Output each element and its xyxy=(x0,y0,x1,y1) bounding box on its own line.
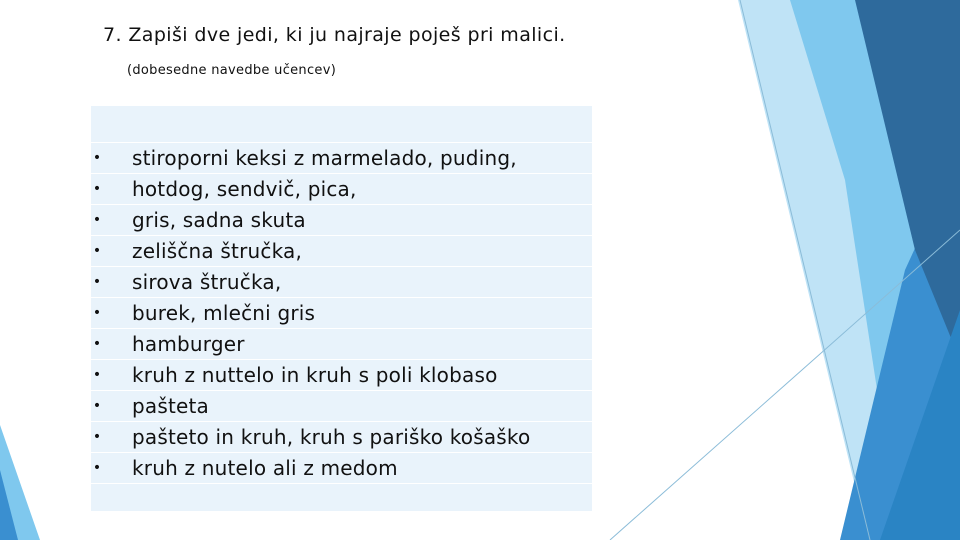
bullet: • xyxy=(92,305,102,321)
bullet: • xyxy=(92,367,102,383)
list-item-text: hamburger xyxy=(132,332,245,356)
list-item-text: hotdog, sendvič, pica, xyxy=(132,177,357,201)
bullet: • xyxy=(92,274,102,290)
list-item-text: sirova štručka, xyxy=(132,270,282,294)
list-item-text: gris, sadna skuta xyxy=(132,208,306,232)
bullet: • xyxy=(92,336,102,352)
bullet: • xyxy=(92,243,102,259)
bullet: • xyxy=(92,398,102,414)
slide-title: 7. Zapiši dve jedi, ki ju najraje poješ pri malici. xyxy=(103,24,566,46)
bullet: • xyxy=(92,429,102,445)
list-item-text: pašteta xyxy=(132,394,210,418)
list-item-text: zeliščna štručka, xyxy=(132,239,303,263)
bullet: • xyxy=(92,460,102,476)
list-item-text: stiroporni keksi z marmelado, puding, xyxy=(132,146,517,170)
list-item-text: kruh z nuttelo in kruh s poli klobaso xyxy=(132,363,498,387)
bullet: • xyxy=(92,181,102,197)
list-item-text: burek, mlečni gris xyxy=(132,301,316,325)
list-item-text: pašteto in kruh, kruh s pariško košaško xyxy=(132,425,531,449)
bullet: • xyxy=(92,212,102,228)
bullet: • xyxy=(92,150,102,166)
slide-subtitle: (dobesedne navedbe učencev) xyxy=(127,63,337,78)
list-item-text: kruh z nutelo ali z medom xyxy=(132,456,398,480)
